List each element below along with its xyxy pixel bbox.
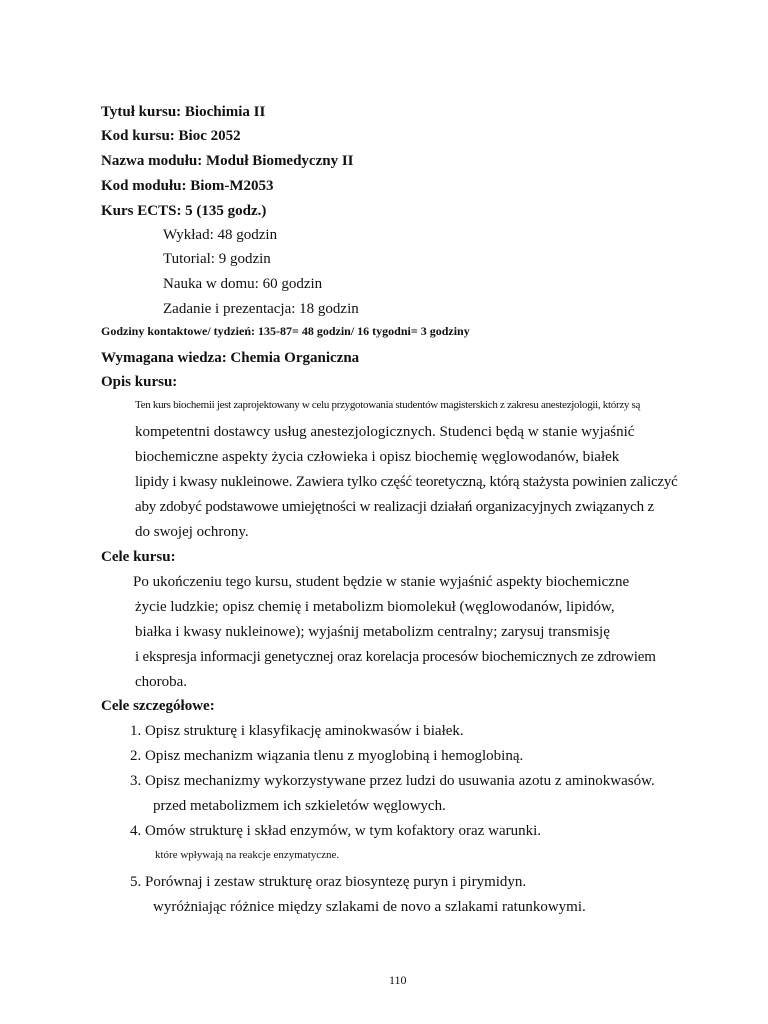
objective-item-continuation: przed metabolizmem ich szkieletów węglowych. (153, 798, 446, 814)
description-line: biochemiczne aspekty życia człowieka i opisz biochemię węglowodanów, białek (135, 449, 620, 465)
description-line: Ten kurs biochemii jest zaprojektowany w celu przygotowania studentów magisterskich z zakresu anestezjologii, którzy są (135, 399, 641, 411)
course-code: Kod kursu: Bioc 2052 (101, 128, 241, 144)
objectives-heading: Cele szczegółowe: (101, 698, 215, 714)
hours-tutorial: Tutorial: 9 godzin (163, 251, 271, 267)
course-title: Tytuł kursu: Biochimia II (101, 104, 266, 120)
description-line: kompetentni dostawcy usług anestezjologicznych. Studenci będą w stanie wyjaśnić (135, 424, 635, 440)
description-line: aby zdobyć podstawowe umiejętności w realizacji działań organizacyjnych związanych z (135, 499, 654, 515)
page-number: 110 (389, 973, 407, 987)
goals-line: i ekspresja informacji genetycznej oraz korelacja procesów biochemicznych ze zdrowiem (135, 649, 656, 665)
module-name: Nazwa modułu: Moduł Biomedyczny II (101, 153, 354, 169)
goals-line: białka i kwasy nukleinowe); wyjaśnij metabolizm centralny; zarysuj transmisję (135, 624, 610, 640)
objective-item: 4. Omów strukturę i skład enzymów, w tym kofaktory oraz warunki. (130, 823, 542, 839)
goals-line: Po ukończeniu tego kursu, student będzie w stanie wyjaśnić aspekty biochemiczne (133, 574, 630, 590)
objective-item: 5. Porównaj i zestaw strukturę oraz biosyntezę puryn i pirymidyn. (130, 874, 527, 890)
hours-home-study: Nauka w domu: 60 godzin (163, 276, 323, 292)
hours-assignment: Zadanie i prezentacja: 18 godzin (163, 301, 359, 317)
objective-item-continuation: które wpływają na reakcje enzymatyczne. (155, 849, 340, 861)
objective-item: 2. Opisz mechanizm wiązania tlenu z myoglobiną i hemoglobiną. (130, 748, 524, 764)
goals-heading: Cele kursu: (101, 549, 176, 565)
description-line: lipidy i kwasy nukleinowe. Zawiera tylko część teoretyczną, którą stażysta powinien zaliczyć (135, 474, 678, 490)
description-heading: Opis kursu: (101, 374, 178, 390)
hours-lecture: Wykład: 48 godzin (163, 227, 278, 243)
objective-item: 1. Opisz strukturę i klasyfikację aminokwasów i białek. (130, 723, 464, 739)
objective-item-continuation: wyróżniając różnice między szlakami de novo a szlakami ratunkowymi. (153, 899, 586, 915)
objective-item: 3. Opisz mechanizmy wykorzystywane przez ludzi do usuwania azotu z aminokwasów. (130, 773, 655, 789)
required-knowledge: Wymagana wiedza: Chemia Organiczna (101, 350, 360, 366)
goals-line: życie ludzkie; opisz chemię i metabolizm biomolekuł (węglowodanów, lipidów, (135, 599, 615, 615)
module-code: Kod modułu: Biom-M2053 (101, 178, 274, 194)
ects-credits: Kurs ECTS: 5 (135 godz.) (101, 203, 267, 219)
goals-line: choroba. (135, 674, 188, 690)
contact-hours: Godziny kontaktowe/ tydzień: 135-87= 48 godzin/ 16 tygodni= 3 godziny (101, 324, 470, 338)
description-line: do swojej ochrony. (135, 524, 249, 540)
